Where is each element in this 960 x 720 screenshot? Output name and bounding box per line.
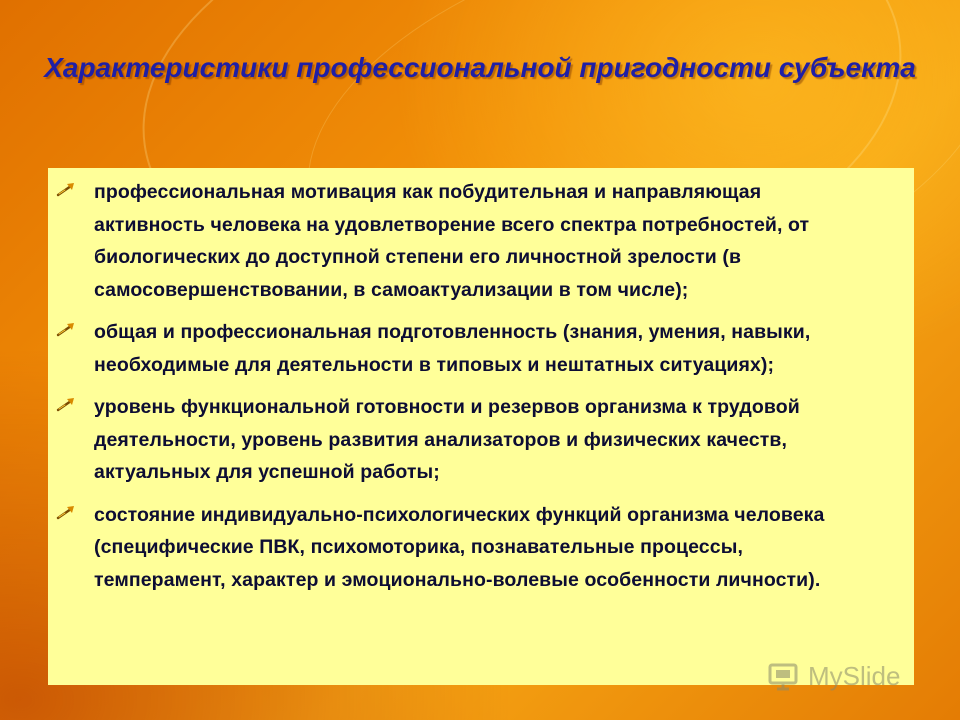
list-item <box>48 391 914 489</box>
slide-title: Характеристики профессиональной пригодности субъекта <box>44 52 916 83</box>
bullet-text: уровень функциональной готовности и резервов организма к трудовой деятельности, уровень развития анализаторов и физических качеств, актуальных для успешной работы; <box>94 396 800 483</box>
content-panel <box>48 168 914 685</box>
arrow-bullet-icon <box>56 321 76 337</box>
list-item <box>48 316 914 381</box>
bullet-list <box>48 176 914 606</box>
bullet-text: профессиональная мотивация как побудительная и направляющая активность человека на удовлетворение всего спектра потребностей, от биологических до доступной степени его личностной зрелости (в самосовершенствовании, в самоактуализации в том числе); <box>94 181 810 301</box>
watermark-text: MySlide <box>808 660 901 691</box>
arrow-bullet-icon <box>56 504 76 520</box>
list-item <box>48 499 914 597</box>
presentation-icon <box>768 661 802 691</box>
watermark <box>768 656 928 696</box>
list-item <box>48 176 914 306</box>
arrow-bullet-icon <box>56 396 76 412</box>
bullet-text: состояние индивидуально-психологических функций организма человека (специфические ПВК, психомоторика, познавательные процессы, темперамент, характер и эмоционально-волевые особенности личности). <box>94 503 825 591</box>
arrow-bullet-icon <box>56 181 76 197</box>
bullet-text: общая и профессиональная подготовленность (знания, умения, навыки, необходимые для деятельности в типовых и нештатных ситуациях); <box>94 321 811 376</box>
